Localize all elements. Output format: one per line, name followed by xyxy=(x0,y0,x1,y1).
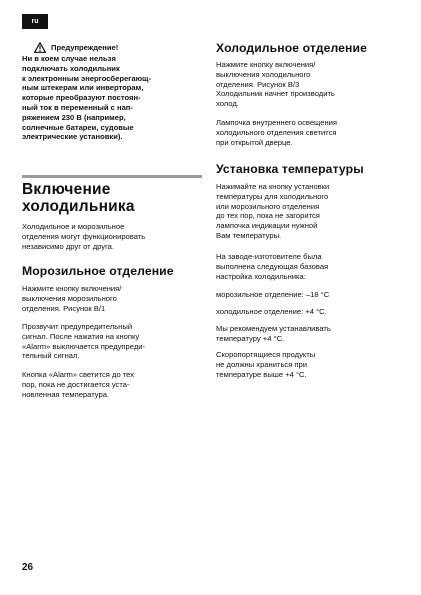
warning-text: Ни в коем случае нельзя подключать холодильник к электронным энергосберегающ- ным штекерам или инверторам, которые преобразуют постоян- ный ток в переменный с нап- ряжением 230 В (например, солнечные батареи, судовые электрические установки). xyxy=(22,54,151,142)
intro-paragraph: Холодильное и морозильное отделения могут функционировать независимо друг от друга. xyxy=(22,222,146,251)
fridge-paragraph-1: Нажмите кнопку включения/ выключения холодильного отделения. Рисунок B/3 Холодильник начнет производить холод. xyxy=(216,60,335,109)
page-number: 26 xyxy=(22,562,34,573)
freezer-default-temperature: морозильное отделение: –18 °C xyxy=(216,290,330,299)
freezer-paragraph-2: Прозвучит предупредительный сигнал. После нажатия на кнопку «Alarm» выключается предупреди- тельный сигнал. xyxy=(22,322,146,361)
temperature-paragraph-1: Нажимайте на кнопку установки температуры для холодильного или морозильного отделения до тех пор, пока не загорится лампочка индикации нужной Вам температуры. xyxy=(216,182,330,240)
warning-triangle-icon xyxy=(34,42,46,53)
fridge-paragraph-2: Лампочка внутреннего освещения холодильного отделения светится при открытой дверце. xyxy=(216,118,337,147)
freezer-heading: Морозильное отделение xyxy=(22,264,174,278)
warning-heading xyxy=(22,42,202,53)
language-badge: ru xyxy=(22,14,48,29)
fridge-heading: Холодильное отделение xyxy=(216,41,367,55)
warning-box xyxy=(22,42,202,142)
temperature-heading: Установка температуры xyxy=(216,162,364,176)
warning-title: Предупреждение! xyxy=(51,42,119,52)
temperature-paragraph-3: Мы рекомендуем устанавливать температуру +4 °C. xyxy=(216,324,331,343)
section-divider xyxy=(22,175,202,178)
freezer-paragraph-3: Кнопка «Alarm» светится до тех пор, пока не достигается уста- новленная температура. xyxy=(22,370,135,399)
freezer-paragraph-1: Нажмите кнопку включения/ выключения морозильного отделения. Рисунок B/1 xyxy=(22,284,122,313)
section-title: Включение холодильника xyxy=(22,181,135,215)
temperature-paragraph-4: Скоропортящиеся продукты не должны храниться при температуре выше +4 °C. xyxy=(216,350,316,379)
fridge-default-temperature: холодильное отделение: +4 °C. xyxy=(216,307,327,316)
temperature-paragraph-2: На заводе-изготовителе была выполнена следующая базовая настройка холодильника: xyxy=(216,252,329,281)
